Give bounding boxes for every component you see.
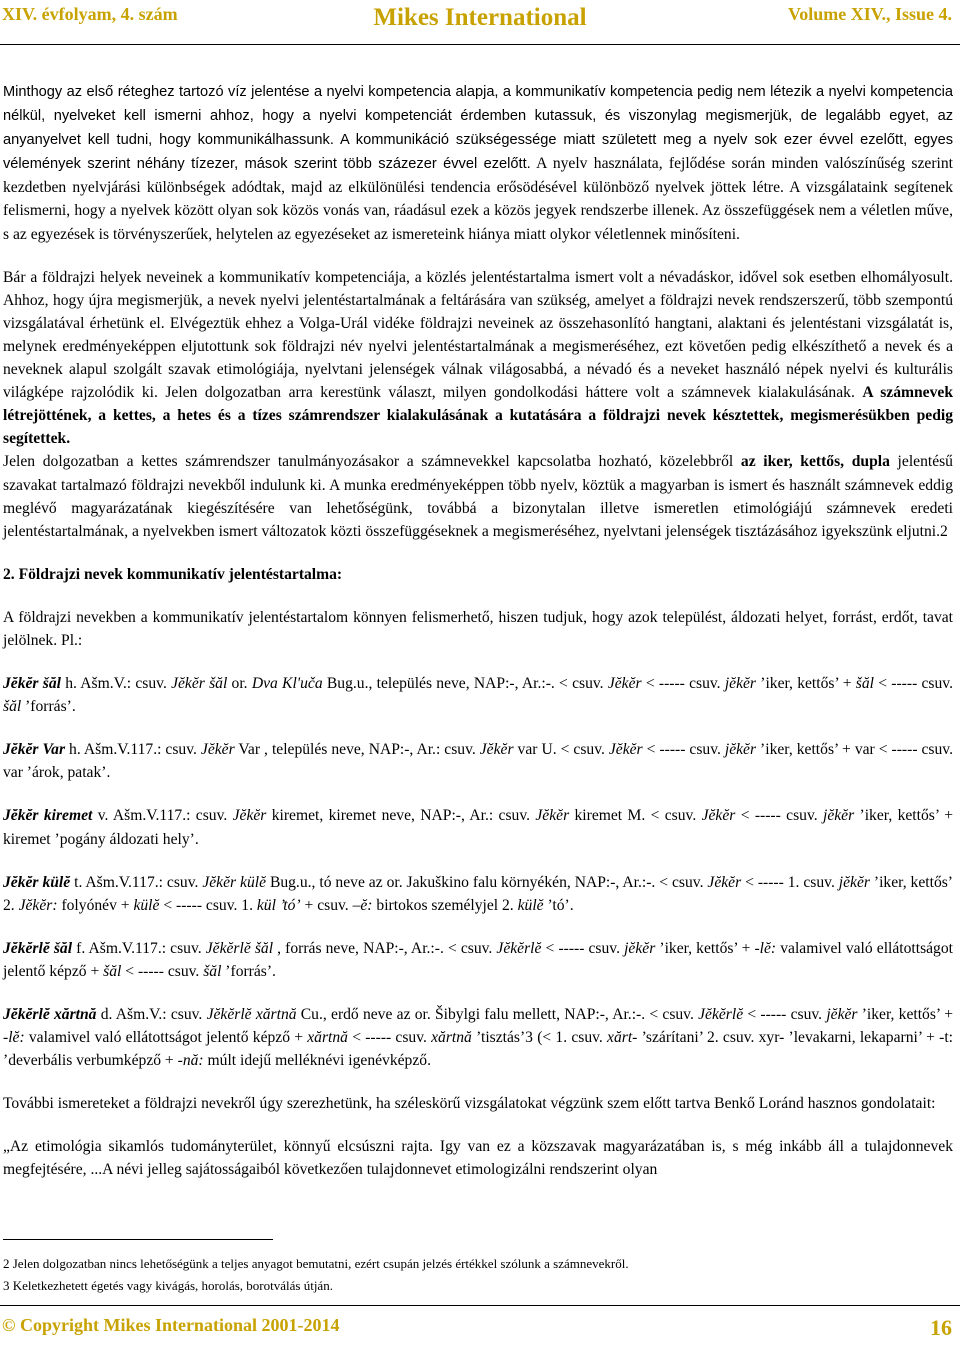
- section-heading: 2. Földrajzi nevek kommunikatív jelentéstartalma:: [3, 565, 343, 583]
- paragraph-further-knowledge: További ismereteket a földrajzi nevekről úgy szerezhetünk, ha széleskörű vizsgálatokat végzünk szem előtt tartva Benkő Loránd hasznos gondolatait:: [3, 1095, 936, 1113]
- entry-jeker-var: Jĕkĕr Var h. Ašm.V.117.: csuv. Jĕkĕr Var , település neve, NAP:-, Ar.: csuv. Jĕkĕr var U. < csuv. Jĕkĕr < ----- csuv. jĕkĕr ’iker, kettős’ + var < ----- csuv. var ’árok, patak’.: [3, 741, 953, 782]
- entry-jekerle-xartna: Jĕkĕrlĕ xărtnă d. Ašm.V.: csuv. Jĕkĕrlĕ xărtnă Cu., erdő neve az or. Šibylgi falu mellett, NAP:-, Ar.:-. < csuv. Jĕkĕrlĕ < ----- csuv. jĕkĕr ’iker, kettős’ + -lĕ: valamivel való ellátottságot jelentő képző + xărtnă < ----- csuv. xărtnă ’tisztás’3 (< 1. csuv. xărt- ’szárítani’ 2. csuv. xyr- ’levakarni, lekaparni’ + -t: ’deverbális verbumképző + -nă: múlt idejű melléknévi igenévképző.: [3, 1006, 953, 1070]
- copyright-notice: © Copyright Mikes International 2001-2014: [2, 1315, 340, 1335]
- volume-english: Volume XIV., Issue 4.: [787, 4, 952, 24]
- quote-benko: „Az etimológia sikamlós tudományterület, könnyű elcsúszni rajta. Igy van ez a közszavak magyarázatában is, s még inkább áll a tulajdonnevek megfejtésére, ...A névi jelleg sajátosságaiból következően tulajdonnevet etimologizálni rendszerint olyan: [3, 1138, 953, 1179]
- paragraph-binary-system: Jelen dolgozatban a kettes számrendszer tanulmányozásakor a számnevekkel kapcsolatba hozható, közelebbről az iker, kettős, dupla jelentésű szavakat tartalmazó földrajzi nevekből indulunk ki. A munka eredményeképpen több nyelv, köztük a magyarban is ismert és használt számnevek eddig meglévő magyarázatának kiegészítésére van lehetőségünk, továbbá a bizonytalan illetve ismeretlen etimológiájú számnevek eredeti jelentéstartalmának, a nyelvekben ismert változatok közti összefüggéseknek a megismeréséhez, nyelvtani jelenségek tisztázásához igyekszünk eljutni.2: [3, 453, 953, 540]
- footnote-separator: [3, 1239, 273, 1240]
- journal-title: Mikes International: [373, 4, 587, 31]
- entry-jeker-kule: Jĕkĕr külĕ t. Ašm.V.117.: csuv. Jĕkĕr külĕ Bug.u., tó neve az or. Jakuškino falu környékén, NAP:-, Ar.:-. < csuv. Jĕkĕr < ----- 1. csuv. jĕkĕr ’iker, kettős’ 2. Jĕkĕr: folyónév + külĕ < ----- csuv. 1. kül ’tó’ + csuv. –ĕ: birtokos személyjel 2. külĕ ’tó’.: [3, 873, 953, 914]
- footnotes: [3, 1253, 953, 1297]
- article-body: [3, 80, 953, 1182]
- page-number: 16: [930, 1315, 952, 1340]
- footer-rule: [0, 1305, 960, 1306]
- entry-jekerle-sal: Jĕkĕrlĕ šăl f. Ašm.V.117.: csuv. Jĕkĕrlĕ šăl , forrás neve, NAP:-, Ar.:-. < csuv. Jĕkĕrlĕ < ----- csuv. jĕkĕr ’iker, kettős’ + -lĕ: valamivel való ellátottságot jelentő képző + šăl < ----- csuv. šăl ’forrás’.: [3, 939, 953, 980]
- paragraph-competence: Minthogy az első réteghez tartozó víz jelentése a nyelvi kompetencia alapja, a kommunikatív kompetencia pedig nem létezik a nyelvi kompetencia nélkül, nyelveket kell ismerni ahhoz, hogy a nyelvi kompetenciát érdemben kutassuk, és viszonylag megismerjük, de legalább egyet, az anyanyelvet kell tudni, hogy kommunikálhassunk. A kommunikáció szükségessége miatt született meg a nyelv sok ezer évvel ezelőtt, egyes vélemények szerint néhány tízezer, mások szerint több százezer évvel ezelőtt. A nyelv használata, fejlődése során minden valószínűség szerint kezdetben nyelvjárási különbségek adódtak, majd az elkülönülési tendencia erősödésével különböző nyelvek jöttek létre. A vizsgálataink segítenek felismerni, hogy a nyelvek között olyan sok közös vonás van, ráadásul ezek a közös jegyek rendszerbe illenek. Az összefüggések nem a véletlen műve, s az egyezések is törvényszerűek, helytelen az egyezéseket az ismereteink hiánya miatt olykor véletlennek minősíteni.: [3, 84, 954, 243]
- paragraph-place-names: Bár a földrajzi helyek neveinek a kommunikatív kompetenciája, a közlés jelentéstartalma ismert volt a névadáskor, idővel sok esetben elhomályosult. Ahhoz, hogy újra megismerjük, a nevek nyelvi jelentéstartalmának a feltárására van szükség, amelyet a földrajzi nevek rendszerszerű, több szempontú vizsgálatával érhetünk el. Elvégeztük ehhez a Volga-Urál vidéke földrajzi neveinek az összehasonlító hangtani, alaktani és jelentéstani vizsgálatát is, melynek eredményeképpen eljutottunk sok földrajzi név nyelvi jelentéstartalmának a megismeréséhez, ezt követően pedig elkészíthető a nevek és a neveknek alapul szolgált szavak etimológiája, nyelvtani jelenségek válnak világosabbá, a névadó és a neveket használó népek nyelvi és kulturális világképe rajzolódik ki. Jelen dolgozatban arra kerestünk választ, milyen gondolkodási háttere volt a számnevek kialakulásának. A számnevek létrejöttének, a kettes, a hetes és a tízes számrendszer kialakulásának a kutatására a földrajzi nevek késztettek, megismerésükben pedig segítettek.: [3, 268, 953, 448]
- entry-jeker-sal: Jĕkĕr šăl h. Ašm.V.: csuv. Jĕkĕr šăl or. Dva Kl'uča Bug.u., település neve, NAP:-, Ar.:-. < csuv. Jĕkĕr < ----- csuv. jĕkĕr ’iker, kettős’ + šăl < ----- csuv. šăl ’forrás’.: [3, 675, 953, 716]
- entry-jeker-kiremet: Jĕkĕr kiremet v. Ašm.V.117.: csuv. Jĕkĕr kiremet, kiremet neve, NAP:-, Ar.: csuv. Jĕkĕr kiremet M. < csuv. Jĕkĕr < ----- csuv. jĕkĕr ’iker, kettős’ + kiremet ’pogány áldozati hely’.: [3, 807, 954, 848]
- page-header: [0, 0, 960, 40]
- footnote-2: 2 Jelen dolgozatban nincs lehetőségünk a teljes anyagot bemutatni, ezért csupán jelzés értékkel szólunk a számnevekről.: [3, 1256, 629, 1271]
- section-intro: A földrajzi nevekben a kommunikatív jelentéstartalom könnyen felismerhető, hiszen tudjuk, hogy azok települést, áldozati helyet, forrást, erdőt, tavat jelölnek. Pl.:: [3, 608, 953, 649]
- header-rule: [0, 44, 960, 45]
- volume-hungarian: XIV. évfolyam, 4. szám: [2, 4, 178, 24]
- footnote-3: 3 Keletkezhetett égetés vagy kivágás, horolás, borotválás útján.: [3, 1278, 333, 1293]
